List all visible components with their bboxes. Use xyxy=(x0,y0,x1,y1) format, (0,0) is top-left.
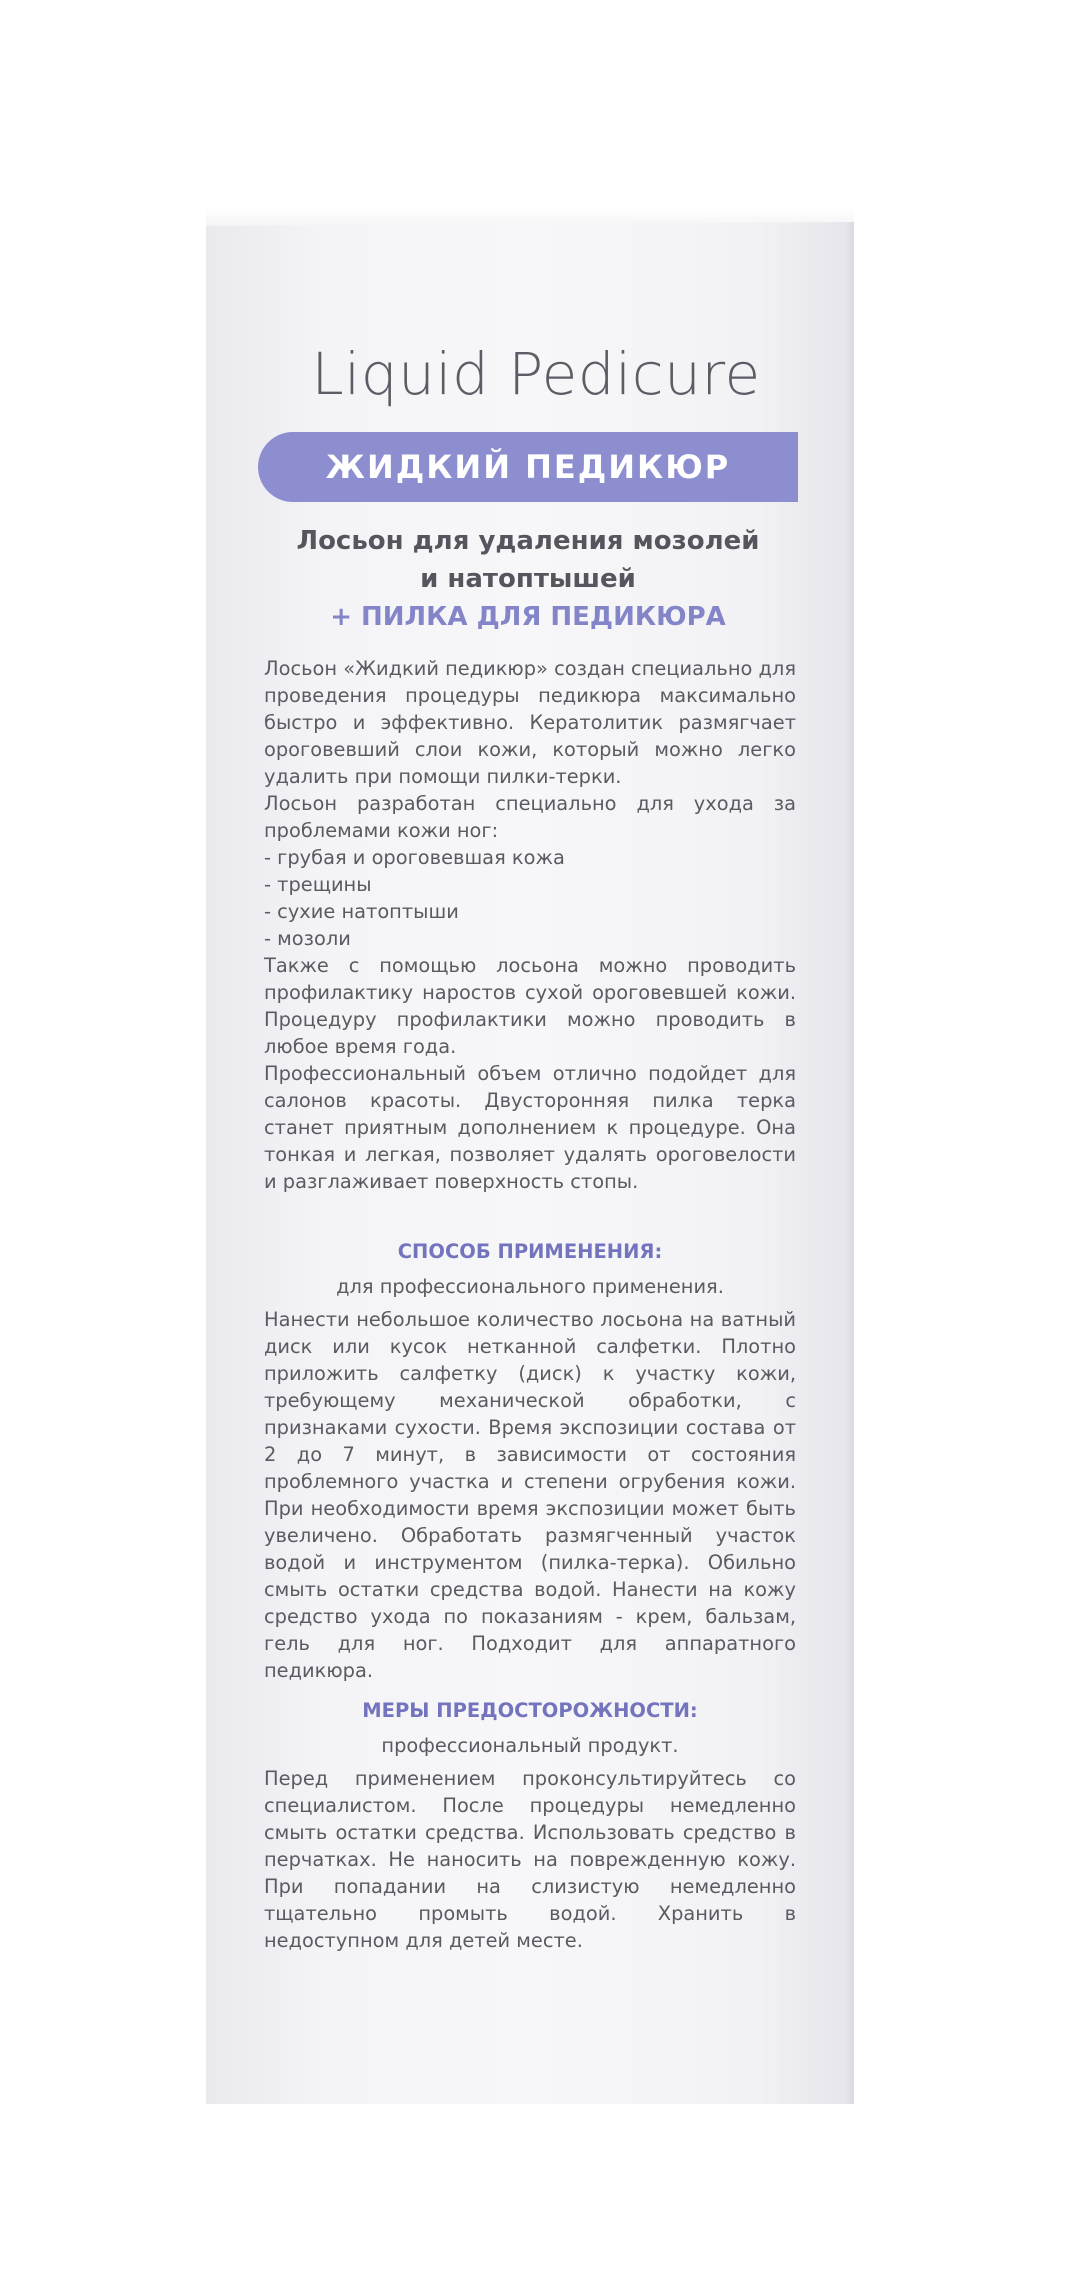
list-item: - грубая и ороговевшая кожа xyxy=(264,846,565,869)
intro-paragraph-4: Профессиональный объем отлично подойдет для салонов красоты. Двусторонняя пилка терка станет приятным дополнением к процедуре. Она тонкая и легкая, позволяет удалять ороговелости и разглаживает поверхность стопы. xyxy=(264,1062,796,1193)
subtitle-accent: + ПИЛКА ДЛЯ ПЕДИКЮРА xyxy=(330,602,726,632)
subtitle-line1: Лосьон для удаления мозолей xyxy=(296,526,760,556)
caution-heading: МЕРЫ ПРЕДОСТОРОЖНОСТИ: xyxy=(362,1699,698,1722)
caution-block xyxy=(264,1697,796,1954)
usage-heading: СПОСОБ ПРИМЕНЕНИЯ: xyxy=(397,1240,663,1263)
caution-subheading: профессиональный продукт. xyxy=(381,1734,679,1757)
usage-subheading: для профессионального применения. xyxy=(336,1275,724,1298)
product-name-banner xyxy=(258,432,798,502)
product-subtitle xyxy=(258,522,798,636)
list-item: - сухие натоптыши xyxy=(264,900,459,923)
usage-block xyxy=(264,1238,796,1684)
banner-text: ЖИДКИЙ ПЕДИКЮР xyxy=(325,448,731,486)
intro-block xyxy=(264,655,796,1195)
list-item: - мозоли xyxy=(264,927,351,950)
list-item: - трещины xyxy=(264,873,372,896)
subtitle-line2: и натоптышей xyxy=(420,564,636,594)
intro-paragraph-2: Лосьон разработан специально для ухода за проблемами кожи ног: xyxy=(264,792,796,842)
box-right-edge xyxy=(846,222,854,2104)
caution-text: Перед применением проконсультируйтесь со специалистом. После процедуры немедленно смыть остатки средства. Использовать средство в перчатках. Не наносить на поврежденную кожу. При попадании на слизистую немедленно тщательно промыть водой. Хранить в недоступном для детей месте. xyxy=(264,1767,796,1952)
intro-paragraph-1: Лосьон «Жидкий педикюр» создан специально для проведения процедуры педикюра максимально быстро и эффективно. Кератолитик размягчает ороговевший слои кожи, который можно легко удалить при помощи пилки-терки. xyxy=(264,657,796,788)
brand-title: Liquid Pedicure xyxy=(311,340,761,408)
intro-paragraph-3: Также с помощью лосьона можно проводить профилактику наростов сухой ороговевшей кожи. Процедуру профилактики можно проводить в любое время года. xyxy=(264,954,796,1058)
usage-text: Нанести небольшое количество лосьона на ватный диск или кусок нетканной салфетки. Плотно приложить салфетку (диск) к участку кожи, требующему механической обработки, с признаками сухости. Время экспозиции состава от 2 до 7 минут, в зависимости от состояния проблемного участка и степени огрубения кожи. При необходимости время экспозиции может быть увеличено. Обработать размягченный участок водой и инструментом (пилка-терка). Обильно смыть остатки средства водой. Нанести на кожу средство ухода по показаниям - крем, бальзам, гель для ног. Подходит для аппаратного педикюра. xyxy=(264,1308,796,1682)
